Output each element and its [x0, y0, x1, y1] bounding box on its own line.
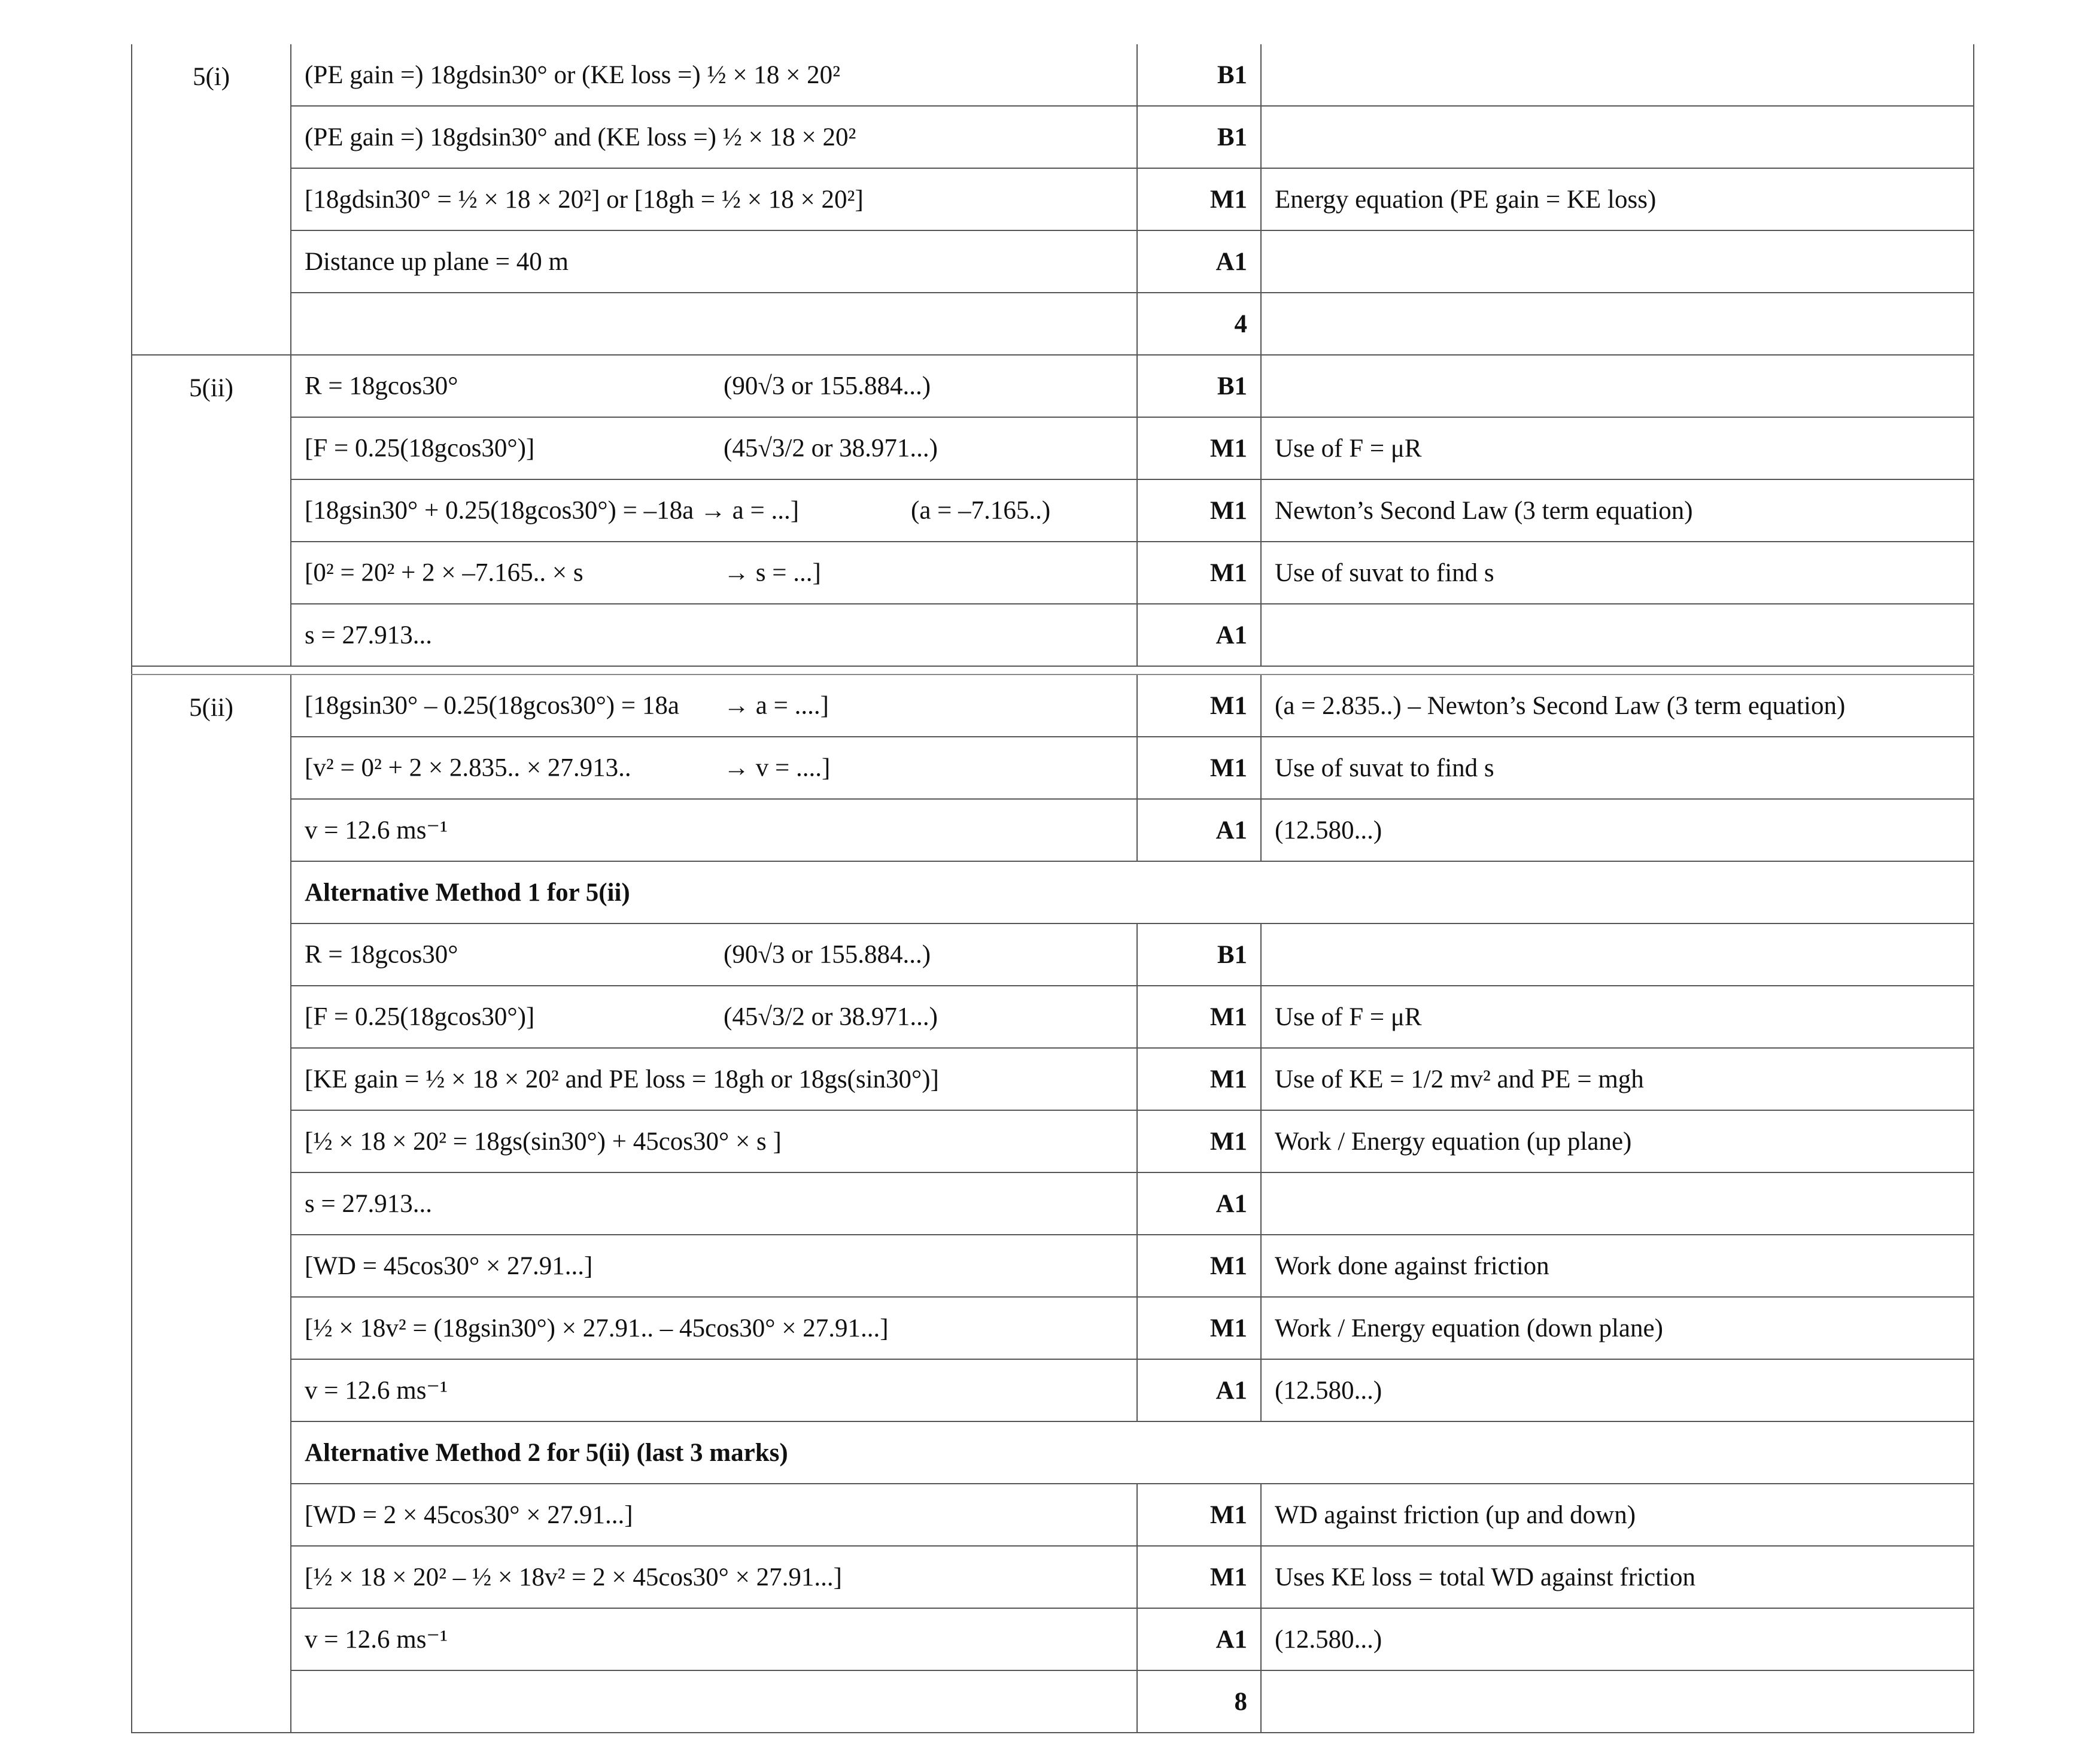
table-row — [132, 675, 1974, 737]
guidance-cell: Work done against friction — [1261, 1235, 1974, 1297]
marks-cell: A1 — [1137, 1608, 1261, 1670]
guidance-cell — [1261, 355, 1974, 417]
guidance-cell: (12.580...) — [1261, 1608, 1974, 1670]
mark-scheme-table — [131, 44, 1974, 1733]
answer-cell: s = 27.913... — [291, 604, 1137, 666]
alternative-method-row — [132, 1421, 1974, 1484]
guidance-cell: (12.580...) — [1261, 799, 1974, 861]
table-row — [132, 417, 1974, 479]
marks-cell: 4 — [1137, 293, 1261, 355]
marks-cell: M1 — [1137, 1484, 1261, 1546]
answer-cell: [WD = 45cos30° × 27.91...] — [291, 1235, 1137, 1297]
alternative-method-row — [132, 861, 1974, 923]
guidance-cell: Use of KE = 1/2 mv² and PE = mgh — [1261, 1048, 1974, 1110]
marks-cell: B1 — [1137, 355, 1261, 417]
marks-cell: B1 — [1137, 106, 1261, 168]
answer-cell: [½ × 18 × 20² – ½ × 18v² = 2 × 45cos30° × 27.91...] — [291, 1546, 1137, 1608]
answer-text: [F = 0.25(18gcos30°)] — [305, 434, 535, 463]
mark-scheme-page — [131, 44, 1973, 1733]
guidance-cell: Energy equation (PE gain = KE loss) — [1261, 168, 1974, 230]
answer-cell — [291, 542, 1137, 604]
table-row — [132, 106, 1974, 168]
separator-line — [132, 666, 1974, 675]
marks-cell: A1 — [1137, 604, 1261, 666]
guidance-cell: Uses KE loss = total WD against friction — [1261, 1546, 1974, 1608]
answer-note: → s = ...] — [724, 558, 821, 587]
marks-cell: A1 — [1137, 1172, 1261, 1235]
answer-text: R = 18gcos30° — [305, 940, 458, 969]
table-row — [132, 1546, 1974, 1608]
table-row — [132, 1484, 1974, 1546]
guidance-cell: (a = 2.835..) – Newton’s Second Law (3 term equation) — [1261, 675, 1974, 737]
table-row — [132, 479, 1974, 542]
table-row — [132, 1048, 1974, 1110]
answer-text: [F = 0.25(18gcos30°)] — [305, 1002, 535, 1031]
marks-cell: A1 — [1137, 799, 1261, 861]
answer-cell: Distance up plane = 40 m — [291, 230, 1137, 293]
marks-cell: M1 — [1137, 986, 1261, 1048]
answer-cell — [291, 1670, 1137, 1733]
guidance-cell: (12.580...) — [1261, 1359, 1974, 1421]
answer-note: (90√3 or 155.884...) — [724, 372, 931, 400]
table-row — [132, 1235, 1974, 1297]
alternative-method-heading: Alternative Method 2 for 5(ii) (last 3 marks) — [291, 1421, 1974, 1484]
table-row — [132, 168, 1974, 230]
marks-cell: 8 — [1137, 1670, 1261, 1733]
answer-cell: v = 12.6 ms⁻¹ — [291, 1359, 1137, 1421]
question-number: 5(ii) — [132, 355, 291, 666]
answer-cell — [291, 355, 1137, 417]
answer-cell: [½ × 18 × 20² = 18gs(sin30°) + 45cos30° × s ] — [291, 1110, 1137, 1172]
answer-note: → a = ....] — [724, 691, 829, 720]
guidance-cell — [1261, 106, 1974, 168]
answer-text: R = 18gcos30° — [305, 372, 458, 400]
marks-cell: M1 — [1137, 737, 1261, 799]
table-row — [132, 799, 1974, 861]
table-row — [132, 293, 1974, 355]
guidance-cell: Use of suvat to find s — [1261, 737, 1974, 799]
answer-note: (a = –7.165..) — [911, 496, 1051, 525]
table-row — [132, 230, 1974, 293]
answer-text: [18gsin30° – 0.25(18gcos30°) = 18a — [305, 691, 679, 720]
marks-cell: M1 — [1137, 1546, 1261, 1608]
marks-cell: M1 — [1137, 1297, 1261, 1359]
marks-cell: M1 — [1137, 417, 1261, 479]
guidance-cell — [1261, 230, 1974, 293]
marks-cell: M1 — [1137, 168, 1261, 230]
answer-note: (45√3/2 or 38.971...) — [724, 1002, 938, 1031]
table-row — [132, 542, 1974, 604]
guidance-cell — [1261, 1172, 1974, 1235]
marks-cell: A1 — [1137, 230, 1261, 293]
alternative-method-heading: Alternative Method 1 for 5(ii) — [291, 861, 1974, 923]
table-row — [132, 737, 1974, 799]
answer-cell: s = 27.913... — [291, 1172, 1137, 1235]
guidance-cell: WD against friction (up and down) — [1261, 1484, 1974, 1546]
question-number: 5(i) — [132, 44, 291, 355]
table-row — [132, 1359, 1974, 1421]
table-row — [132, 44, 1974, 106]
answer-cell: [18gdsin30° = ½ × 18 × 20²] or [18gh = ½ × 18 × 20²] — [291, 168, 1137, 230]
guidance-cell: Use of F = μR — [1261, 417, 1974, 479]
answer-cell: (PE gain =) 18gdsin30° and (KE loss =) ½ × 18 × 20² — [291, 106, 1137, 168]
guidance-cell — [1261, 44, 1974, 106]
answer-cell — [291, 675, 1137, 737]
guidance-cell: Newton’s Second Law (3 term equation) — [1261, 479, 1974, 542]
answer-cell: v = 12.6 ms⁻¹ — [291, 1608, 1137, 1670]
marks-cell: M1 — [1137, 479, 1261, 542]
guidance-cell — [1261, 293, 1974, 355]
table-row — [132, 1608, 1974, 1670]
answer-cell — [291, 923, 1137, 986]
answer-note: (45√3/2 or 38.971...) — [724, 434, 938, 463]
marks-cell: B1 — [1137, 44, 1261, 106]
answer-cell: [KE gain = ½ × 18 × 20² and PE loss = 18gh or 18gs(sin30°)] — [291, 1048, 1137, 1110]
table-row — [132, 1110, 1974, 1172]
table-row — [132, 923, 1974, 986]
guidance-cell: Work / Energy equation (down plane) — [1261, 1297, 1974, 1359]
guidance-cell — [1261, 923, 1974, 986]
answer-cell — [291, 479, 1137, 542]
answer-cell: [½ × 18v² = (18gsin30°) × 27.91.. – 45cos30° × 27.91...] — [291, 1297, 1137, 1359]
guidance-cell: Use of suvat to find s — [1261, 542, 1974, 604]
answer-cell: (PE gain =) 18gdsin30° or (KE loss =) ½ × 18 × 20² — [291, 44, 1137, 106]
marks-cell: M1 — [1137, 1235, 1261, 1297]
answer-cell — [291, 737, 1137, 799]
answer-cell: [WD = 2 × 45cos30° × 27.91...] — [291, 1484, 1137, 1546]
guidance-cell — [1261, 1670, 1974, 1733]
answer-text: [0² = 20² + 2 × –7.165.. × s — [305, 558, 583, 587]
table-row — [132, 1670, 1974, 1733]
marks-cell: A1 — [1137, 1359, 1261, 1421]
marks-cell: B1 — [1137, 923, 1261, 986]
answer-note: → v = ....] — [724, 754, 831, 782]
table-row — [132, 604, 1974, 666]
guidance-cell: Work / Energy equation (up plane) — [1261, 1110, 1974, 1172]
guidance-cell: Use of F = μR — [1261, 986, 1974, 1048]
marks-cell: M1 — [1137, 1110, 1261, 1172]
question-number: 5(ii) — [132, 675, 291, 1733]
marks-cell: M1 — [1137, 675, 1261, 737]
answer-cell: v = 12.6 ms⁻¹ — [291, 799, 1137, 861]
table-row — [132, 986, 1974, 1048]
answer-cell — [291, 417, 1137, 479]
table-row — [132, 1297, 1974, 1359]
block-separator — [132, 666, 1974, 675]
table-row — [132, 1172, 1974, 1235]
guidance-cell — [1261, 604, 1974, 666]
answer-text: [v² = 0² + 2 × 2.835.. × 27.913.. — [305, 754, 631, 782]
marks-cell: M1 — [1137, 542, 1261, 604]
table-row — [132, 355, 1974, 417]
marks-cell: M1 — [1137, 1048, 1261, 1110]
mark-scheme-body — [132, 44, 1974, 1733]
answer-cell — [291, 293, 1137, 355]
answer-text: [18gsin30° + 0.25(18gcos30°) = –18a → a = ...] — [305, 496, 800, 525]
answer-cell — [291, 986, 1137, 1048]
answer-note: (90√3 or 155.884...) — [724, 940, 931, 969]
